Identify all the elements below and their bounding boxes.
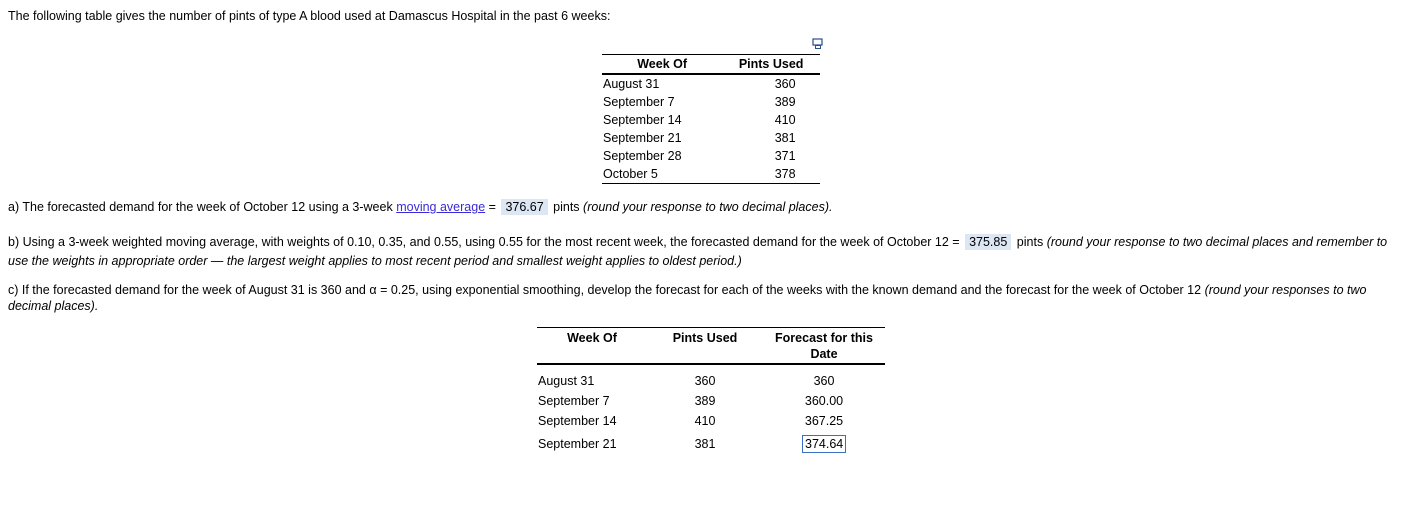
pints-table [602, 54, 820, 184]
forecast-input-cell [763, 431, 885, 454]
part-c-note: (round your responses to two decimal places). [8, 283, 1367, 313]
equals-sign: = [488, 200, 496, 214]
pints-cell: 360 [774, 77, 796, 91]
table-row [602, 93, 820, 111]
moving-average-link[interactable]: moving average [396, 200, 486, 214]
part-c-question [8, 282, 1408, 314]
part-a-note: (round your response to two decimal places). [583, 200, 833, 214]
pints-cell: 360 [694, 374, 716, 388]
table-row [537, 364, 885, 391]
pints-cell: 389 [694, 394, 716, 408]
copy-table-icon[interactable] [812, 38, 824, 50]
col-pints-used: Pints Used [647, 328, 763, 365]
part-c-text-mid: = 0.25, using exponential smoothing, develop the forecast for each of the weeks with the known demand and the forecast for the week of October 12 [380, 283, 1202, 297]
col-week-of: Week Of [602, 55, 722, 75]
week-cell: September 14 [538, 414, 617, 428]
part-b-question [8, 233, 1408, 271]
part-a-text: a) The forecasted demand for the week of October 12 using a 3-week [8, 200, 393, 214]
pints-cell: 389 [774, 95, 796, 109]
part-a-unit: pints [553, 200, 580, 214]
pints-cell: 381 [694, 437, 716, 451]
table-row [602, 165, 820, 184]
week-cell: September 7 [603, 95, 675, 109]
forecast-cell: 367.25 [804, 414, 844, 428]
table-row [602, 129, 820, 147]
pints-cell: 371 [774, 149, 796, 163]
week-cell: October 5 [602, 165, 722, 184]
table-row [602, 74, 820, 93]
part-b-text: b) Using a 3-week weighted moving average, with weights of 0.10, 0.35, and 0.55, using 0.55 for the most recent week, the forecasted demand for the week of October 12 = [8, 235, 960, 249]
week-cell: September 14 [603, 113, 682, 127]
part-a-answer[interactable]: 376.67 [501, 199, 547, 215]
week-cell: September 21 [538, 437, 617, 451]
week-cell: August 31 [538, 374, 595, 388]
pints-cell: 410 [774, 113, 796, 127]
forecast-cell: 360.00 [804, 394, 844, 408]
col-forecast: Forecast for this Date [763, 328, 885, 365]
pints-cell: 381 [774, 131, 796, 145]
forecast-table [537, 327, 885, 454]
table-row [602, 147, 820, 165]
week-cell: September 21 [603, 131, 682, 145]
alpha-symbol: α [369, 283, 377, 297]
col-week-of: Week Of [537, 328, 647, 365]
col-pints-used: Pints Used [722, 55, 820, 75]
table-row [537, 391, 885, 411]
part-b-answer[interactable]: 375.85 [965, 234, 1011, 250]
forecast-cell: 360 [813, 374, 835, 388]
week-cell: September 7 [538, 394, 610, 408]
part-b-unit: pints [1016, 235, 1044, 249]
pints-cell: 378 [722, 165, 820, 184]
week-cell: September 28 [603, 149, 682, 163]
table-row [537, 411, 885, 431]
part-b-note: (round your response to two decimal places and remember to use the weights in appropriate order — the largest weight applies to most recent period and smallest weight applies to oldest period.) [8, 235, 1388, 268]
table-row [602, 111, 820, 129]
table-row [537, 431, 885, 454]
forecast-input[interactable]: 374.64 [802, 435, 846, 453]
problem-intro: The following table gives the number of pints of type A blood used at Damascus Hospital in the past 6 weeks: [8, 9, 611, 23]
pints-cell: 410 [694, 414, 716, 428]
week-cell: August 31 [603, 77, 660, 91]
part-a-question [8, 198, 1408, 217]
part-c-text: c) If the forecasted demand for the week of August 31 is 360 and [8, 283, 366, 297]
